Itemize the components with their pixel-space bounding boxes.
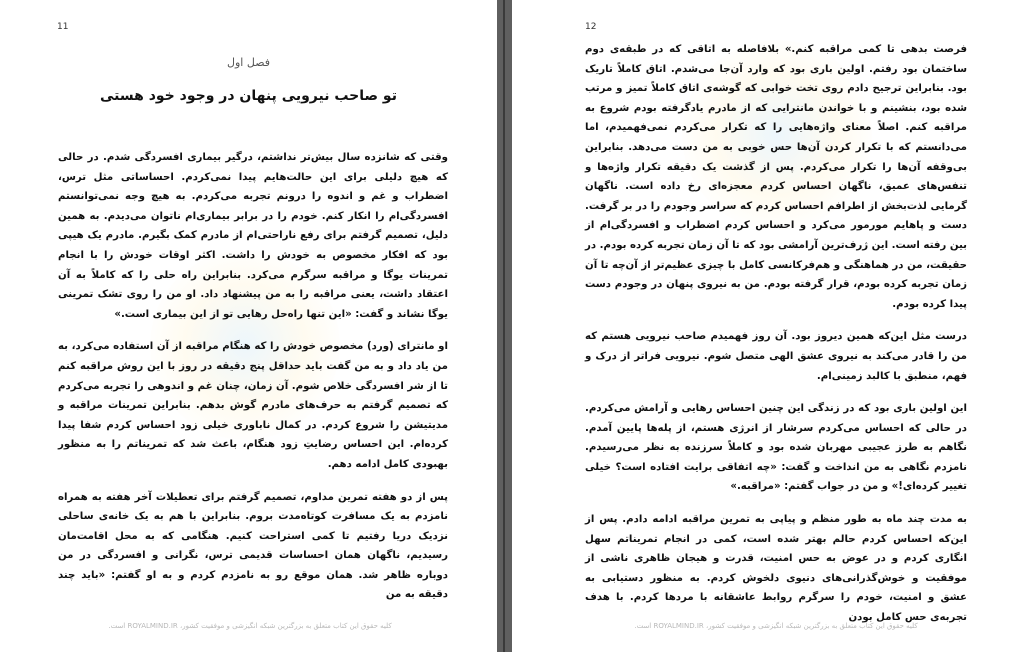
paragraph: درست مثل این‌که همین دیروز بود. آن روز فهمیدم صاحب نیرویی هستم که من را قادر می‌کند به نیروی عشق الهی متصل شوم. نیرویی فراتر از درک و فهم، منطبق با کالبد زمینی‌ام. bbox=[585, 331, 967, 382]
paragraph: پس از دو هفته تمرین مداوم، تصمیم گرفتم برای تعطیلات آخر هفته به همراه نامزدم به یک مسافرت کوتاه‌مدت بروم. بنابراین با هم به یک خانه‌ی ساحلی نزدیک دریا رفتیم تا کمی استراحت کنیم. هنگامی که به محل اقامت‌مان رسیدیم، ناگهان همان احساسات قدیمی ترس، نگرانی و افسردگی در من دوباره ظاهر شد. همان موقع رو به نامزدم کردم و به او گفتم: «باید چند دقیقه به من bbox=[58, 491, 448, 601]
page-number: 11 bbox=[57, 22, 69, 32]
right-page bbox=[512, 0, 1024, 652]
body-text bbox=[58, 148, 448, 618]
page-number: 12 bbox=[585, 22, 597, 32]
book-gutter bbox=[497, 0, 512, 652]
paragraph: به مدت چند ماه به طور منظم و پیاپی به تمرین مراقبه ادامه دادم. پس از این‌که احساس کردم حالم بهتر شده است، کمی در انجام تمریناتم سهل انگاری کردم و در عوض به حس امنیت، قدرت و هیجان ظاهری ناشی از موفقیت و خوش‌گذرانی‌های دنیوی دلخوش کردم. به منظور دستیابی به عشق و امنیت، خودم را سرگرم روابط عاشقانه با مردها کردم. با هدف تجربه‌ی حس کامل بودن bbox=[585, 514, 967, 624]
paragraph: او مانترای (ورد) مخصوص خودش را که هنگام مراقبه از آن استفاده می‌کرد، به من یاد داد و به من گفت باید حداقل پنج دقیقه در روز با این روش مراقبه کنم تا از شر افسردگی خلاص شوم. آن زمان، چنان غم و اندوهی را تجربه می‌کردم که تصمیم گرفتم به حرف‌های مادرم گوش بدهم. بنابراین تمرینات مراقبه و مدیتیشن را شروع کردم. در کمال ناباوری خیلی زود احساس کردم شفا پیدا کرده‌ام. این احساس رضایتِ زود هنگام، باعث شد که تمریناتم را به منظور بهبودی کامل ادامه دهم. bbox=[58, 341, 448, 470]
paragraph: این اولین باری بود که در زندگی این چنین احساس رهایی و آرامش می‌کردم. در حالی که احساس می‌کردم سرشار از انرژی هستم، از پله‌ها پایین آمدم. نگاهم به طرز عجیبی مهربان شده بود و کاملاً سرزنده به نظر می‌رسیدم. نامزدم نگاهی به من انداخت و گفت: «چه اتفاقی برایت افتاده است؟ خیلی تغییر کرده‌ای!» و من در جواب گفتم: «مراقبه.» bbox=[585, 403, 967, 493]
paragraph: فرصت بدهی تا کمی مراقبه کنم.» بلافاصله به اتاقی که در طبقه‌ی دوم ساختمان بود رفتم. اولین باری بود که وارد آن‌جا می‌شدم. اتاق کاملاً تاریک بود. بنابراین ترجیح دادم روی تخت خوابی که گوشه‌ی اتاق کاملاً تمیز و مرتب شده بود، بنشینم و با خواندن مانترایی که از مادرم یادگرفته بودم شروع به مراقبه کنم. اصلاً معنای واژه‌هایی را که تکرار می‌کردم نمی‌فهمیدم، اما می‌دانستم که با تکرار کردن آن‌ها حس خوبی به من دست می‌دهد. بنابراین بی‌وقفه آن‌ها را تکرار می‌کردم. پس از گذشت یک دقیقه تکرار واژه‌ها و تنفس‌های عمیق، ناگهان احساس کردم معجزه‌ای رخ داده است. ناگهان گرمایی لذت‌بخش از اطرافم احساس کردم که سراسر وجودم را در بر گرفت. دست و پاهایم مورمور می‌کرد و احساس کردم اضطراب و افسردگی‌ام از بین رفته است. این ژرف‌ترین آرامشی بود که تا آن زمان تجربه کرده بودم. در حقیقت، من در هماهنگی و هم‌فرکانسی کامل با چیزی عظیم‌تر از آن‌چه تا آن زمان تجربه کرده بودم، قرار گرفته بودم. من به نیروی پنهان در وجودم دست پیدا کرده بودم. bbox=[585, 44, 967, 310]
copyright-footer: کلیه حقوق این کتاب متعلق به بزرگترین شبکه انگیزشی و موفقیت کشور، ROYALMIND.IR است. bbox=[634, 622, 918, 630]
left-page bbox=[0, 0, 497, 652]
chapter-label: فصل اول bbox=[227, 56, 270, 69]
chapter-title: تو صاحب نیرویی پنهان در وجود خود هستی bbox=[100, 88, 397, 104]
paragraph: وقتی که شانزده سال بیش‌تر نداشتم، درگیر بیماری افسردگی شدم. در حالی که هیچ دلیلی برای این حالت‌هایم پیدا نمی‌کردم. احساساتی مثل ترس، اضطراب و غم و اندوه را درونم تجربه می‌کردم. به هیچ وجه نمی‌توانستم افسردگی‌ام را انکار کنم. خودم را در برابر بیماری‌ام ناتوان می‌دیدم. به همین دلیل، تصمیم گرفتم برای رفع ناراحتی‌ام از مادرم کمک بگیرم. مادرم یک هیپی بود که افکار مخصوص به خودش را داشت. اکثر اوقات خودش را با انجام تمرینات یوگا و مراقبه سرگرم می‌کرد. بنابراین راه حلی را که کاملاً به آن اعتقاد داشت، یعنی مراقبه را به من پیشنهاد داد. او من را روی تشک تمرینی یوگا نشاند و گفت: «این تنها راه‌حل رهایی تو از این بیماری است.» bbox=[58, 152, 448, 320]
gutter-line bbox=[503, 0, 505, 652]
copyright-footer: کلیه حقوق این کتاب متعلق به بزرگترین شبکه انگیزشی و موفقیت کشور، ROYALMIND.IR است. bbox=[108, 622, 392, 630]
body-text bbox=[585, 40, 967, 641]
